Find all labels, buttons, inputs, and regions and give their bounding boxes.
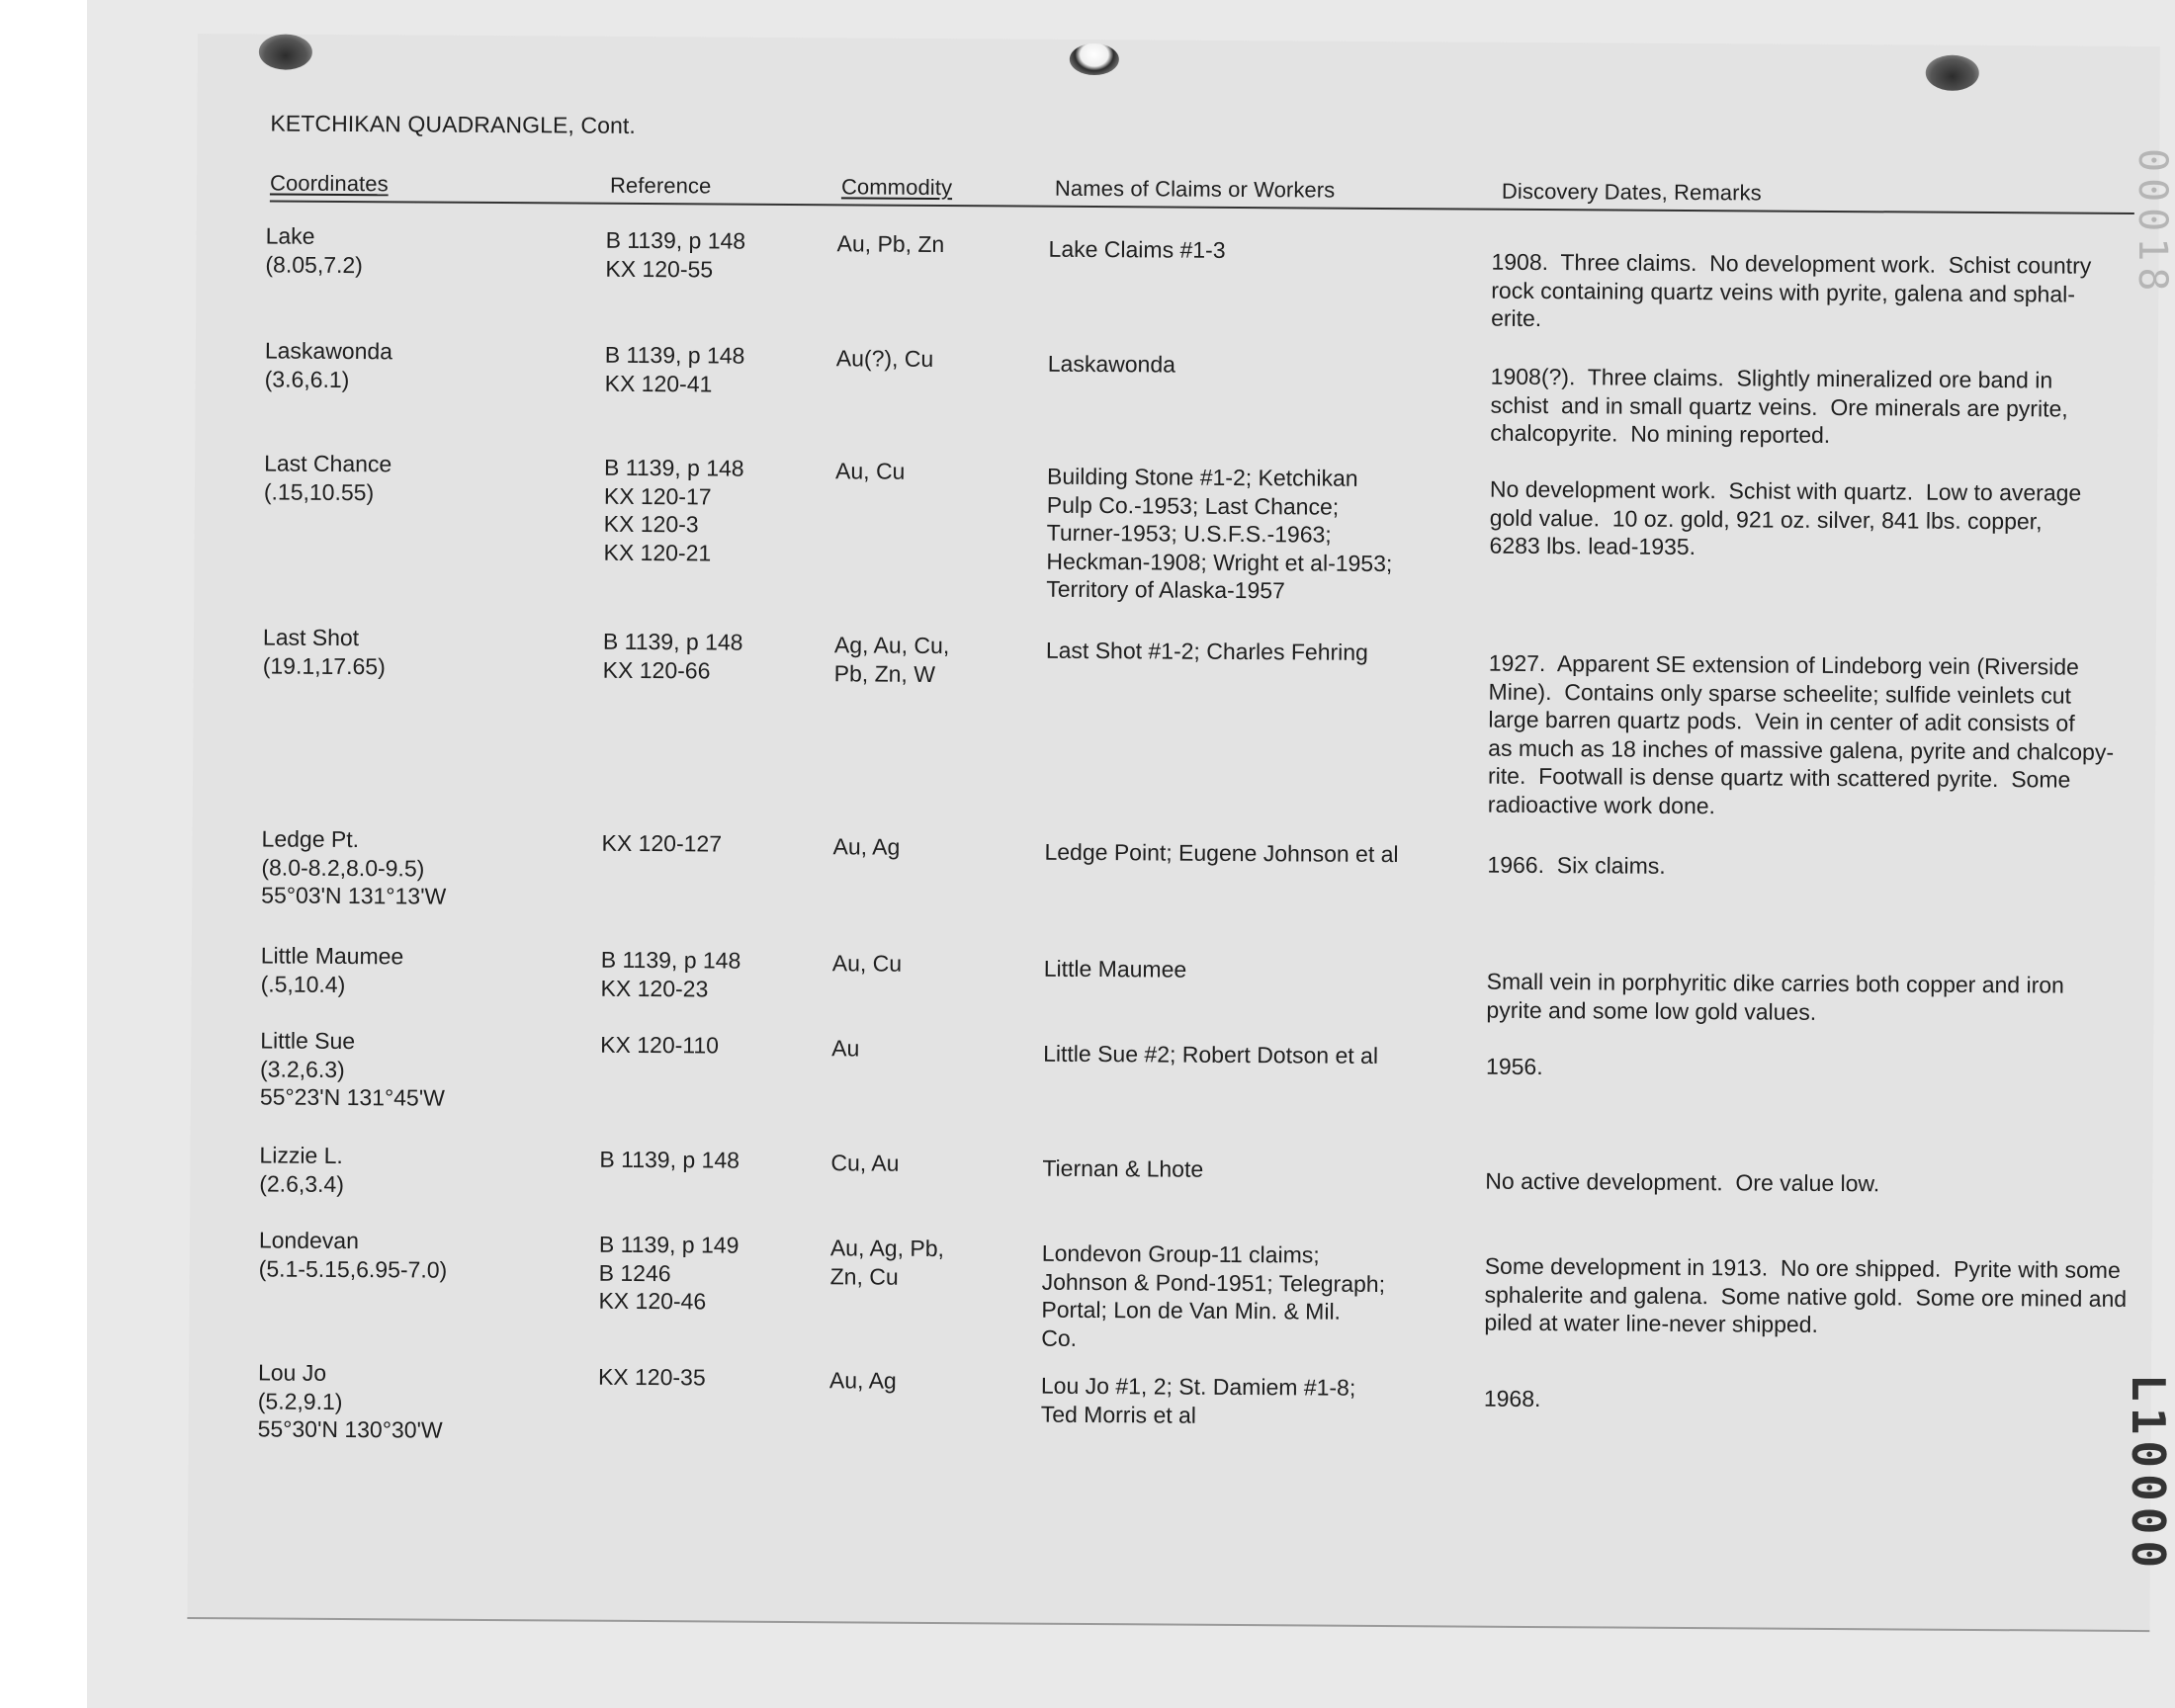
remarks-cell-line: Small vein in porphyritic dike carries both copper and iron	[1486, 968, 2064, 998]
coordinates-cell-line: Last Shot	[262, 624, 360, 651]
coordinates-cell-line: Laskawonda	[264, 337, 393, 365]
coordinates-cell-line: 55°23'N 131°45'W	[259, 1083, 445, 1111]
reference-cell-line: KX 120-23	[600, 975, 709, 1001]
reference-cell-line: KX 120-21	[603, 539, 712, 565]
names-cell	[1041, 1239, 1487, 1355]
remarks-cell-line: gold value. 10 oz. gold, 921 oz. silver, 841 lbs. copper,	[1489, 504, 2043, 534]
commodity-cell-line: Ag, Au, Cu,	[833, 632, 950, 659]
names-cell-line: Turner-1953; U.S.F.S.-1963;	[1046, 519, 1332, 548]
coordinates-cell	[263, 623, 579, 681]
names-cell	[1048, 235, 1493, 266]
commodity-cell	[831, 1034, 1039, 1064]
coordinates-cell-line: Last Chance	[264, 450, 392, 477]
remarks-cell-line: 1908. Three claims. No development work. Schist country	[1491, 248, 2092, 279]
names-cell-line: Territory of Alaska-1957	[1046, 575, 1285, 604]
reference-cell	[598, 1231, 817, 1317]
coordinates-cell-line: 55°03'N 131°13'W	[261, 882, 447, 909]
coordinates-cell	[265, 336, 581, 394]
reference-cell-line: KX 120-46	[598, 1287, 707, 1315]
reference-cell	[598, 1363, 816, 1393]
names-cell-line: Laskawonda	[1047, 350, 1176, 378]
remarks-cell-line: large barren quartz pods. Vein in center of adit consists of	[1488, 706, 2075, 736]
table-row	[192, 941, 2154, 1025]
names-cell	[1046, 637, 1491, 667]
reference-cell	[605, 226, 823, 284]
names-cell-line: Heckman-1908; Wright et al-1953;	[1046, 548, 1393, 576]
remarks-cell-line: Some development in 1913. No ore shipped. Pyrite with some	[1484, 1252, 2121, 1283]
header-coordinates: Coordinates	[269, 170, 389, 197]
coordinates-cell	[261, 824, 578, 911]
reference-cell	[601, 829, 819, 859]
commodity-cell	[832, 832, 1040, 862]
punch-hole-center	[1070, 43, 1119, 75]
table-row	[196, 336, 2158, 448]
table-row	[195, 449, 2157, 604]
names-cell-line: Johnson & Pond-1951; Telegraph;	[1041, 1268, 1386, 1297]
reference-cell-line: B 1139, p 148	[604, 341, 745, 369]
coordinates-cell-line: Lizzie L.	[259, 1142, 343, 1168]
table-row	[191, 1141, 2153, 1197]
coordinates-cell-line: (19.1,17.65)	[262, 651, 386, 679]
remarks-cell-line: sphalerite and galena. Some native gold. Some ore mined and	[1484, 1281, 2128, 1312]
names-cell	[1043, 1040, 1488, 1070]
remarks-cell	[1486, 1053, 2138, 1085]
table-row	[194, 623, 2156, 818]
names-cell-line: Londevon Group-11 claims;	[1041, 1239, 1320, 1268]
commodity-cell	[835, 457, 1043, 486]
coordinates-cell-line: Lou Jo	[257, 1359, 327, 1386]
page-background	[87, 0, 2175, 1708]
coordinates-cell-line: (3.6,6.1)	[264, 365, 350, 392]
coordinates-cell-line: (5.1-5.15,6.95-7.0)	[258, 1254, 448, 1283]
coordinates-cell-line: (8.05,7.2)	[265, 250, 363, 278]
names-cell-line: Building Stone #1-2; Ketchikan	[1046, 463, 1358, 491]
header-names: Names of Claims or Workers	[1054, 175, 1336, 203]
reference-cell-line: KX 120-17	[603, 482, 712, 509]
remarks-cell	[1490, 363, 2143, 452]
document-sheet	[187, 34, 2160, 1632]
remarks-cell-line: erite.	[1491, 304, 1542, 332]
reference-cell-line: KX 120-127	[601, 829, 723, 857]
reference-cell-line: KX 120-3	[603, 510, 699, 538]
reference-cell-line: KX 120-66	[602, 656, 711, 683]
reference-cell-line: KX 120-110	[600, 1031, 720, 1059]
punch-hole-right	[1926, 55, 1979, 91]
remarks-cell	[1484, 1252, 2137, 1341]
remarks-cell-line: 1968.	[1483, 1385, 1541, 1412]
table-row	[189, 1358, 2151, 1443]
reference-cell-line: B 1139, p 148	[604, 454, 744, 481]
commodity-cell	[836, 344, 1044, 374]
reference-cell-line: B 1139, p 148	[599, 1146, 740, 1173]
coordinates-cell-line: Ledge Pt.	[261, 825, 360, 853]
remarks-cell-line: schist and in small quartz veins. Ore minerals are pyrite,	[1490, 391, 2068, 422]
reference-cell-line: KX 120-55	[605, 255, 714, 282]
remarks-cell-line: pyrite and some low gold values.	[1486, 996, 1817, 1025]
names-cell	[1046, 463, 1492, 606]
commodity-cell	[829, 1366, 1037, 1396]
coordinates-cell	[265, 221, 581, 280]
table-row	[191, 1026, 2153, 1111]
remarks-cell	[1485, 1167, 2137, 1200]
coordinates-cell-line: (8.0-8.2,8.0-9.5)	[261, 853, 425, 882]
table-row	[190, 1226, 2152, 1351]
reference-cell	[603, 454, 822, 567]
coordinates-cell	[258, 1358, 575, 1445]
commodity-cell	[830, 1149, 1038, 1178]
names-cell	[1044, 955, 1489, 985]
remarks-cell	[1487, 851, 2139, 884]
remarks-cell	[1484, 1385, 2136, 1417]
header-commodity: Commodity	[840, 174, 953, 201]
commodity-cell-line: Cu, Au	[830, 1150, 900, 1176]
reference-cell-line: B 1139, p 149	[598, 1231, 740, 1258]
commodity-cell	[834, 631, 1042, 688]
commodity-cell-line: Zn, Cu	[829, 1262, 899, 1290]
remarks-cell-line: chalcopyrite. No mining reported.	[1490, 419, 1831, 448]
coordinates-cell-line: (2.6,3.4)	[259, 1169, 345, 1197]
commodity-cell-line: Au, Ag, Pb,	[829, 1235, 945, 1262]
remarks-cell-line: rite. Footwall is dense quartz with scattered pyrite. Some	[1487, 762, 2071, 793]
names-cell-line: Lou Jo #1, 2; St. Damiem #1-8;	[1040, 1372, 1356, 1401]
remarks-cell-line: piled at water line-never shipped.	[1484, 1309, 1819, 1337]
names-cell	[1048, 350, 1493, 381]
table-row	[197, 221, 2159, 332]
remarks-cell-line: rock containing quartz veins with pyrite, galena and sphal-	[1491, 277, 2076, 307]
commodity-cell-line: Au, Ag	[832, 833, 901, 860]
reference-cell-line: B 1139, p 148	[600, 946, 741, 974]
reference-cell-line: B 1246	[598, 1259, 671, 1286]
frame-number-stamp-bottom: L10000	[2122, 1374, 2175, 1575]
reference-cell-line: KX 120-35	[597, 1363, 706, 1391]
coordinates-cell	[264, 449, 580, 507]
punch-hole-left	[259, 34, 312, 69]
commodity-cell-line: Au, Cu	[834, 458, 906, 484]
coordinates-cell-line: Lake	[265, 222, 315, 249]
commodity-cell-line: Au, Pb, Zn	[836, 230, 945, 258]
remarks-cell-line: radioactive work done.	[1487, 791, 1716, 818]
remarks-cell-line: 1927. Apparent SE extension of Lindeborg vein (Riverside	[1488, 649, 2079, 680]
names-cell-line: Ledge Point; Eugene Johnson et al	[1044, 838, 1399, 868]
commodity-cell	[830, 1234, 1038, 1291]
header-reference: Reference	[609, 172, 712, 199]
names-cell-line: Ted Morris et al	[1040, 1401, 1197, 1428]
coordinates-cell	[260, 1026, 577, 1113]
reference-cell	[599, 1146, 817, 1175]
commodity-cell-line: Au	[831, 1035, 860, 1062]
remarks-cell-line: 1908(?). Three claims. Slightly mineralized ore band in	[1490, 363, 2053, 393]
names-cell-line: Lake Claims #1-3	[1048, 235, 1226, 263]
remarks-cell-line: 6283 lbs. lead-1935.	[1489, 532, 1696, 560]
names-cell-line: Portal; Lon de Van Min. & Mil.	[1041, 1296, 1342, 1324]
commodity-cell-line: Au(?), Cu	[835, 345, 934, 372]
coordinates-cell-line: Londevan	[258, 1227, 360, 1254]
names-cell	[1044, 838, 1489, 869]
coordinates-cell-line: Little Maumee	[260, 942, 404, 970]
names-cell-line: Last Shot #1-2; Charles Fehring	[1045, 637, 1368, 665]
frame-number-stamp-top: 00018	[2130, 148, 2175, 298]
reference-cell-line: B 1139, p 148	[605, 226, 746, 254]
remarks-cell	[1486, 968, 2138, 1028]
commodity-cell-line: Au, Ag	[828, 1367, 897, 1394]
remarks-cell-line: as much as 18 inches of massive galena, pyrite and chalcopy-	[1488, 734, 2115, 765]
coordinates-cell	[259, 1141, 575, 1199]
header-discovery: Discovery Dates, Remarks	[1501, 178, 1762, 206]
names-cell-line: Pulp Co.-1953; Last Chance;	[1046, 491, 1340, 520]
coordinates-cell-line: (.15,10.55)	[263, 477, 375, 505]
remarks-cell-line: 1966. Six claims.	[1487, 851, 1666, 879]
remarks-cell	[1491, 248, 2144, 337]
remarks-cell-line: Mine). Contains only sparse scheelite; sulfide veinlets cut	[1488, 678, 2072, 709]
coordinates-cell-line: 55°30'N 130°30'W	[257, 1415, 443, 1443]
reference-cell	[600, 1031, 818, 1061]
commodity-cell	[837, 229, 1045, 259]
reference-cell	[605, 341, 823, 398]
names-cell	[1041, 1372, 1486, 1431]
names-cell-line: Co.	[1041, 1324, 1078, 1351]
reference-cell-line: B 1139, p 148	[602, 628, 743, 655]
commodity-cell-line: Au, Cu	[831, 950, 903, 977]
remarks-cell	[1489, 475, 2142, 564]
remarks-cell-line: No active development. Ore value low.	[1485, 1167, 1880, 1197]
coordinates-cell-line: (3.2,6.3)	[259, 1055, 345, 1082]
coordinates-cell	[259, 1226, 575, 1284]
document-title: KETCHIKAN QUADRANGLE, Cont.	[270, 110, 636, 138]
coordinates-cell-line: Little Sue	[260, 1027, 356, 1055]
coordinates-cell-line: (5.2,9.1)	[257, 1387, 343, 1414]
remarks-cell	[1488, 649, 2141, 822]
commodity-cell	[832, 949, 1040, 979]
table-row	[193, 824, 2155, 909]
commodity-cell-line: Pb, Zn, W	[833, 659, 936, 687]
reference-cell-line: KX 120-41	[604, 370, 713, 396]
names-cell-line: Little Sue #2; Robert Dotson et al	[1043, 1040, 1379, 1068]
names-cell	[1042, 1154, 1487, 1185]
remarks-cell-line: No development work. Schist with quartz. Low to average	[1489, 475, 2082, 506]
names-cell-line: Tiernan & Lhote	[1042, 1154, 1204, 1182]
reference-cell	[601, 946, 819, 1003]
coordinates-cell	[261, 941, 577, 999]
reference-cell	[603, 628, 821, 685]
names-cell-line: Little Maumee	[1043, 955, 1187, 982]
coordinates-cell-line: (.5,10.4)	[260, 970, 346, 997]
remarks-cell-line: 1956.	[1486, 1053, 1543, 1080]
